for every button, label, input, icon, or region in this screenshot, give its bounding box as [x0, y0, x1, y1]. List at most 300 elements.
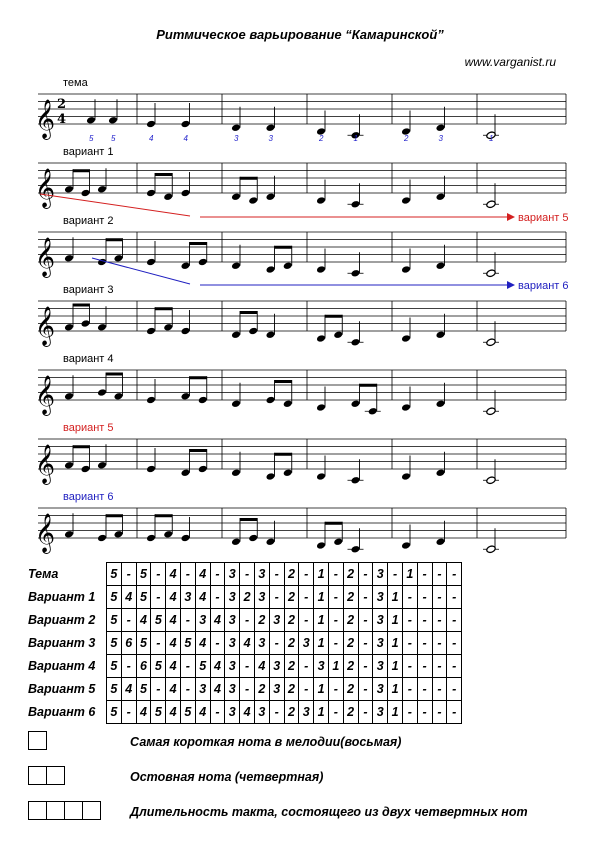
table-cell: - — [447, 632, 462, 655]
treble-clef-icon: 𝄞 — [35, 306, 56, 346]
legend-text: Длительность такта, состоящего из двух четвертных нот — [130, 805, 528, 819]
table-cell: 4 — [166, 701, 181, 724]
fingering-number: 4 — [183, 134, 188, 143]
table-cell: - — [151, 586, 166, 609]
table-cell: 1 — [314, 678, 329, 701]
row-label: Вариант 6 — [28, 705, 96, 719]
quarter-note — [146, 465, 156, 474]
eighth-note — [333, 330, 343, 339]
table-row — [28, 678, 462, 701]
table-cell: - — [328, 678, 343, 701]
eighth-note — [198, 465, 208, 474]
table-cell: 3 — [195, 609, 210, 632]
legend-box — [46, 766, 65, 785]
table-cell: 3 — [373, 563, 388, 586]
table-cell: 4 — [195, 632, 210, 655]
table-cell: 2 — [284, 563, 299, 586]
quarter-note — [436, 261, 446, 270]
staff-label: вариант 6 — [63, 491, 114, 503]
legend-text: Остовная нота (четвертная) — [130, 770, 324, 784]
table-cell: 4 — [254, 655, 269, 678]
eighth-note — [114, 530, 124, 539]
fingering-number: 1 — [489, 134, 494, 143]
treble-clef-icon: 𝄞 — [35, 513, 56, 553]
eighth-note — [351, 399, 361, 408]
quarter-note — [181, 189, 191, 198]
quarter-note — [401, 196, 411, 205]
table-cell: - — [121, 563, 136, 586]
table-cell: - — [328, 609, 343, 632]
quarter-note — [436, 330, 446, 339]
table-cell: 5 — [107, 609, 122, 632]
table-row — [28, 655, 462, 678]
table-cell: - — [299, 609, 314, 632]
table-cell: 2 — [284, 701, 299, 724]
table-cell: - — [269, 563, 284, 586]
table-cell: - — [417, 655, 432, 678]
eighth-note — [64, 323, 74, 332]
fingering-number: 4 — [149, 134, 154, 143]
table-cell: 3 — [269, 678, 284, 701]
quarter-note — [97, 185, 107, 194]
table-cell: 5 — [136, 632, 151, 655]
eighth-note — [231, 330, 241, 339]
eighth-note — [181, 261, 191, 270]
table-cell: 1 — [328, 655, 343, 678]
table-cell: - — [151, 632, 166, 655]
legend-boxes — [28, 766, 64, 785]
table-cell: 5 — [107, 655, 122, 678]
table-cell: 4 — [195, 586, 210, 609]
quarter-note — [181, 327, 191, 336]
table-cell: 4 — [121, 586, 136, 609]
table-cell: 3 — [225, 655, 240, 678]
table-cell: 5 — [107, 586, 122, 609]
fingering-number: 3 — [438, 134, 443, 143]
quarter-note — [436, 399, 446, 408]
table-cell: - — [240, 609, 255, 632]
eighth-note — [81, 465, 91, 474]
quarter-note — [266, 123, 276, 132]
quarter-note — [316, 265, 326, 274]
time-signature-bottom: 4 — [57, 112, 67, 127]
eighth-note — [266, 265, 276, 274]
table-cell: - — [121, 655, 136, 678]
table-cell: - — [417, 632, 432, 655]
table-cell: 1 — [314, 632, 329, 655]
row-label: Вариант 5 — [28, 682, 96, 696]
quarter-note — [436, 537, 446, 546]
table-cell: 1 — [314, 609, 329, 632]
table-cell: 3 — [225, 678, 240, 701]
legend-text: Самая короткая нота в мелодии(восьмая) — [130, 735, 402, 749]
eighth-note — [248, 534, 258, 543]
table-cell: - — [151, 678, 166, 701]
fingering-number: 2 — [404, 134, 409, 143]
table-cell: - — [447, 701, 462, 724]
table-cell: - — [240, 563, 255, 586]
legend-box — [46, 801, 65, 820]
table-cell: - — [432, 655, 447, 678]
table-cell: - — [328, 586, 343, 609]
table-cell: - — [402, 586, 417, 609]
staff-0 — [35, 77, 566, 143]
fingering-number: 3 — [234, 134, 239, 143]
quarter-note — [231, 468, 241, 477]
table-cell: - — [328, 701, 343, 724]
table-cell: - — [447, 678, 462, 701]
table-cell: 2 — [343, 632, 358, 655]
eighth-note — [231, 192, 241, 201]
staff-3 — [35, 284, 566, 347]
table-row — [28, 632, 462, 655]
treble-clef-icon: 𝄞 — [35, 237, 56, 277]
table-cell: - — [328, 632, 343, 655]
treble-clef-icon: 𝄞 — [35, 444, 56, 484]
eighth-note — [368, 407, 378, 416]
table-cell: 3 — [225, 609, 240, 632]
table-cell: - — [180, 678, 195, 701]
table-cell: - — [210, 586, 225, 609]
table-cell: - — [269, 701, 284, 724]
quarter-note — [401, 334, 411, 343]
staff-label: вариант 4 — [63, 353, 114, 365]
table-cell: 3 — [373, 586, 388, 609]
quarter-note — [316, 403, 326, 412]
quarter-note — [436, 123, 446, 132]
table-cell: 5 — [107, 678, 122, 701]
quarter-note — [351, 545, 361, 554]
eighth-note — [146, 534, 156, 543]
table-cell: 5 — [136, 563, 151, 586]
staff-label: вариант 1 — [63, 146, 114, 158]
quarter-note — [351, 200, 361, 209]
table-cell: 6 — [121, 632, 136, 655]
table-cell: - — [269, 632, 284, 655]
table-cell: 3 — [314, 655, 329, 678]
eighth-note — [198, 258, 208, 267]
page-title: Ритмическое варьирование “Камаринской” — [156, 27, 444, 42]
eighth-note — [146, 189, 156, 198]
table-cell: 4 — [240, 632, 255, 655]
quarter-note — [436, 468, 446, 477]
table-cell: 4 — [166, 563, 181, 586]
table-cell: - — [432, 609, 447, 632]
table-cell: - — [402, 632, 417, 655]
table-cell: 3 — [269, 655, 284, 678]
quarter-note — [146, 120, 156, 129]
legend-boxes — [28, 731, 46, 750]
table-cell: 4 — [195, 701, 210, 724]
table-cell: 2 — [343, 701, 358, 724]
table-cell: 3 — [299, 632, 314, 655]
table-cell: 4 — [210, 678, 225, 701]
eighth-note — [64, 185, 74, 194]
quarter-note — [64, 392, 74, 401]
table-cell: - — [121, 609, 136, 632]
table-cell: 4 — [166, 632, 181, 655]
table-cell: - — [402, 609, 417, 632]
table-cell: - — [402, 701, 417, 724]
table-cell: - — [180, 609, 195, 632]
eighth-note — [316, 541, 326, 550]
eighth-note — [266, 472, 276, 481]
table-cell: 4 — [166, 586, 181, 609]
table-cell: - — [299, 563, 314, 586]
table-row — [28, 586, 462, 609]
table-cell: 1 — [314, 563, 329, 586]
quarter-note — [86, 116, 96, 125]
quarter-note — [436, 192, 446, 201]
table-cell: - — [402, 678, 417, 701]
eighth-note — [163, 530, 173, 539]
table-cell: 5 — [180, 701, 195, 724]
table-cell: 2 — [343, 586, 358, 609]
arrow-label-variant-5: вариант 5 — [518, 212, 569, 224]
table-cell: 3 — [373, 678, 388, 701]
arrow-label-variant-6: вариант 6 — [518, 280, 569, 292]
table-cell: 6 — [136, 655, 151, 678]
table-cell: 5 — [151, 701, 166, 724]
eighth-note — [163, 323, 173, 332]
quarter-note — [108, 116, 118, 125]
table-cell: 3 — [254, 632, 269, 655]
eighth-note — [248, 196, 258, 205]
quarter-note — [181, 534, 191, 543]
table-cell: 2 — [284, 632, 299, 655]
fingering-number: 1 — [353, 134, 358, 143]
eighth-note — [81, 319, 91, 328]
table-cell: 5 — [107, 632, 122, 655]
table-cell: - — [447, 586, 462, 609]
table-cell: 5 — [136, 586, 151, 609]
table-cell: - — [328, 563, 343, 586]
table-cell: - — [299, 678, 314, 701]
eighth-note — [163, 192, 173, 201]
table-cell: - — [210, 632, 225, 655]
table-cell: 4 — [210, 655, 225, 678]
table-cell: - — [447, 563, 462, 586]
table-cell: 5 — [151, 609, 166, 632]
quarter-note — [97, 323, 107, 332]
quarter-note — [64, 530, 74, 539]
fingering-number: 5 — [89, 134, 94, 143]
table-cell: - — [240, 655, 255, 678]
table-cell: 5 — [136, 678, 151, 701]
table-cell: 1 — [314, 586, 329, 609]
eighth-note — [114, 392, 124, 401]
table-cell: - — [240, 678, 255, 701]
table-cell: - — [358, 609, 373, 632]
table-cell: - — [432, 563, 447, 586]
table-cell: - — [180, 563, 195, 586]
table-cell: - — [180, 655, 195, 678]
quarter-note — [401, 541, 411, 550]
time-signature-top: 2 — [57, 97, 67, 112]
quarter-note — [401, 472, 411, 481]
table-cell: 5 — [151, 655, 166, 678]
quarter-note — [64, 254, 74, 263]
eighth-note — [198, 396, 208, 405]
table-cell: 3 — [254, 586, 269, 609]
legend-box — [28, 801, 47, 820]
table-cell: 2 — [343, 678, 358, 701]
quarter-note — [401, 265, 411, 274]
staff-label: вариант 2 — [63, 215, 114, 227]
quarter-note — [231, 399, 241, 408]
legend-item — [28, 801, 100, 820]
table-cell: - — [299, 586, 314, 609]
staff-label: вариант 5 — [63, 422, 114, 434]
table-cell: - — [358, 632, 373, 655]
row-label: Вариант 2 — [28, 613, 96, 627]
row-label: Тема — [28, 567, 59, 581]
quarter-note — [231, 261, 241, 270]
table-cell: - — [447, 655, 462, 678]
table-cell: 4 — [121, 678, 136, 701]
quarter-note — [351, 338, 361, 347]
table-cell: - — [358, 563, 373, 586]
table-cell: 4 — [136, 701, 151, 724]
staff-label: тема — [63, 77, 88, 89]
table-row — [28, 563, 462, 586]
staff-1 — [35, 146, 566, 209]
treble-clef-icon: 𝄞 — [35, 168, 56, 208]
table-cell: 2 — [254, 678, 269, 701]
website-url[interactable]: www.varganist.ru — [464, 55, 556, 69]
row-label: Вариант 1 — [28, 590, 96, 604]
table-cell: 3 — [299, 701, 314, 724]
table-cell: 3 — [225, 563, 240, 586]
quarter-note — [266, 537, 276, 546]
table-cell: - — [358, 586, 373, 609]
legend-box — [82, 801, 101, 820]
quarter-note — [266, 330, 276, 339]
quarter-note — [97, 461, 107, 470]
table-cell: 2 — [343, 655, 358, 678]
quarter-note — [146, 258, 156, 267]
staff-6 — [35, 491, 566, 554]
eighth-note — [283, 468, 293, 477]
table-cell: - — [432, 586, 447, 609]
eighth-note — [231, 537, 241, 546]
table-cell: - — [432, 632, 447, 655]
legend-boxes — [28, 801, 100, 820]
table-cell: 2 — [284, 609, 299, 632]
variation-table — [28, 562, 462, 724]
quarter-note — [181, 120, 191, 129]
table-cell: 4 — [136, 609, 151, 632]
quarter-note — [266, 192, 276, 201]
eighth-note — [114, 254, 124, 263]
table-cell: 1 — [388, 678, 403, 701]
table-cell: - — [417, 586, 432, 609]
table-cell: 5 — [180, 632, 195, 655]
fingering-number: 3 — [268, 134, 273, 143]
table-row — [28, 701, 462, 724]
table-cell: - — [417, 701, 432, 724]
table-cell: 4 — [240, 701, 255, 724]
table-cell: 5 — [107, 701, 122, 724]
quarter-note — [351, 476, 361, 485]
eighth-note — [283, 399, 293, 408]
table-cell: 2 — [284, 586, 299, 609]
legend-box — [28, 731, 47, 750]
table-cell: 3 — [373, 655, 388, 678]
eighth-note — [283, 261, 293, 270]
table-cell: 1 — [388, 701, 403, 724]
eighth-note — [248, 327, 258, 336]
table-cell: - — [121, 701, 136, 724]
eighth-note — [266, 396, 276, 405]
eighth-note — [146, 327, 156, 336]
quarter-note — [231, 123, 241, 132]
table-cell: - — [151, 563, 166, 586]
eighth-note — [181, 392, 191, 401]
table-cell: 3 — [373, 632, 388, 655]
table-cell: - — [269, 586, 284, 609]
table-cell: 1 — [388, 632, 403, 655]
table-cell: - — [417, 563, 432, 586]
table-cell: 4 — [166, 678, 181, 701]
table-cell: 3 — [195, 678, 210, 701]
table-cell: 1 — [388, 655, 403, 678]
eighth-note — [97, 388, 107, 397]
table-cell: 1 — [388, 586, 403, 609]
table-cell: - — [358, 701, 373, 724]
quarter-note — [401, 403, 411, 412]
table-cell: - — [299, 655, 314, 678]
quarter-note — [316, 196, 326, 205]
table-cell: - — [432, 678, 447, 701]
variation-arrows — [40, 194, 569, 292]
table-cell: 5 — [195, 655, 210, 678]
table-cell: - — [388, 563, 403, 586]
table-cell: - — [417, 609, 432, 632]
table-cell: 2 — [343, 563, 358, 586]
row-label: Вариант 4 — [28, 659, 96, 673]
table-cell: - — [358, 678, 373, 701]
table-cell: 2 — [254, 609, 269, 632]
table-cell: 3 — [180, 586, 195, 609]
table-cell: - — [417, 678, 432, 701]
table-cell: 4 — [166, 609, 181, 632]
row-label: Вариант 3 — [28, 636, 96, 650]
eighth-note — [333, 537, 343, 546]
staff-label: вариант 3 — [63, 284, 114, 296]
legend-box — [64, 801, 83, 820]
quarter-note — [351, 269, 361, 278]
table-cell: 2 — [284, 678, 299, 701]
eighth-note — [181, 468, 191, 477]
table-cell: - — [358, 655, 373, 678]
staff-2 — [35, 215, 566, 278]
table-cell: 3 — [373, 609, 388, 632]
table-cell: 3 — [225, 586, 240, 609]
table-cell: 3 — [254, 563, 269, 586]
table-cell: 3 — [225, 632, 240, 655]
eighth-note — [64, 461, 74, 470]
table-cell: 3 — [373, 701, 388, 724]
staff-4 — [35, 353, 566, 416]
fingering-number: 5 — [111, 134, 116, 143]
table-cell: 1 — [402, 563, 417, 586]
table-row — [28, 609, 462, 632]
table-cell: 5 — [107, 563, 122, 586]
treble-clef-icon: 𝄞 — [35, 99, 56, 139]
table-cell: 1 — [388, 609, 403, 632]
table-cell: 2 — [343, 609, 358, 632]
